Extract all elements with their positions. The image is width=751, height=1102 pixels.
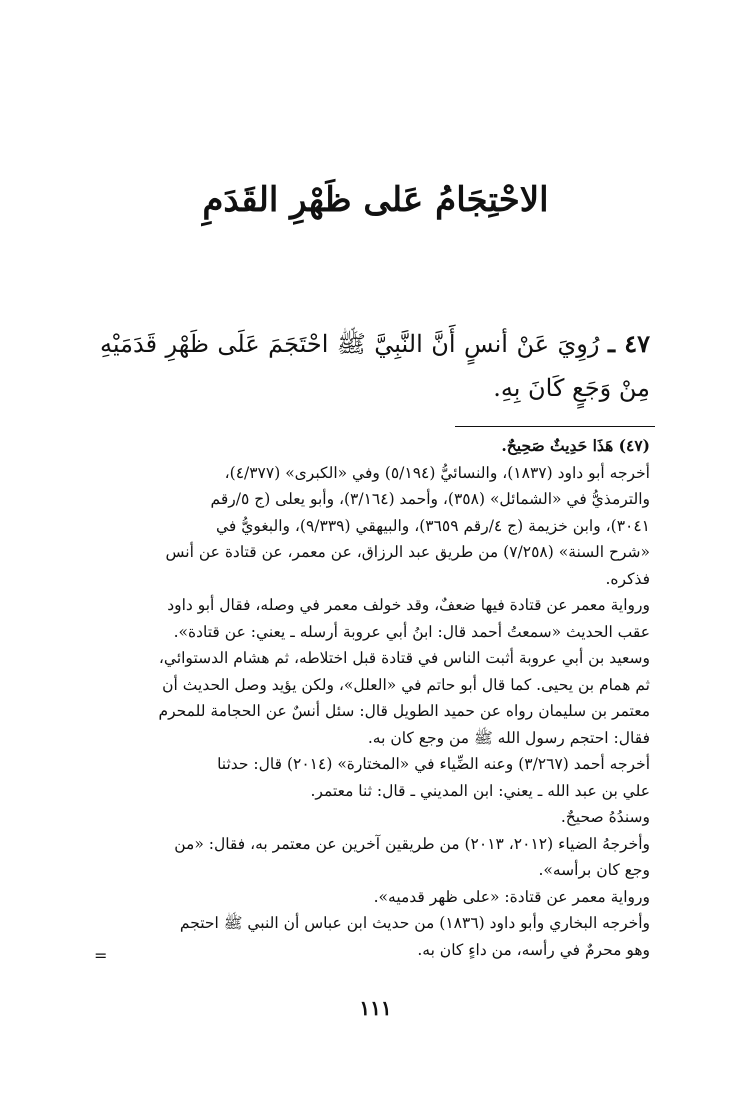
footnote-line: فقال: احتجم رسول الله ﷺ من وجع كان به.	[367, 728, 650, 747]
footnote-lines	[102, 460, 650, 964]
footnote-line: وهو محرمٌ في رأسه، من داءٍ كان به.	[417, 940, 650, 959]
footnote-separator	[455, 426, 655, 427]
footnote-line: وأخرجه البخاري وأبو داود (١٨٣٦) من حديث ابن عباس أن النبي ﷺ احتجم	[179, 914, 650, 932]
footnote-line: ثم همام بن يحيى. كما قال أبو حاتم في «العلل»، ولكن يؤيد وصل الحديث أن	[162, 675, 650, 694]
footnote-line: معتمر بن سليمان رواه عن حميد الطويل قال: سئل أنسٌ عن الحجامة للمحرم	[158, 702, 650, 720]
footnote-line: أخرجه أحمد (٣/٢٦٧) وعنه الضِّياء في «المختارة» (٢٠١٤) قال: حدثنا	[217, 755, 650, 773]
footnote-line: أخرجه أبو داود (١٨٣٧)، والنسائيُّ (٥/١٩٤) وفي «الكبرى» (٤/٣٧٧)،	[224, 463, 650, 482]
footnote-line: ورواية معمر عن قتادة فيها ضعفٌ، وقد خولف معمر في وصله، فقال أبو داود	[167, 596, 650, 614]
page-number: ١١١	[359, 996, 392, 1020]
footnote-line: علي بن عبد الله ـ يعني: ابن المديني ـ قال: ثنا معتمر.	[310, 781, 650, 800]
footnote-line: والترمذيُّ في «الشمائل» (٣٥٨)، وأحمد (٣/١٦٤)، وأبو يعلى (ج ٥/رقم	[210, 490, 650, 508]
footnote-line: «شرح السنة» (٧/٢٥٨) من طريق عبد الرزاق، عن معمر، عن قتادة عن أنس	[165, 543, 650, 561]
footnote-line: ورواية معمر عن قتادة: «على ظهر قدميه».	[373, 887, 650, 906]
hadith-number: ٤٧ ـ	[607, 329, 650, 358]
footnote-line: عقب الحديث «سمعتُ أحمد قال: ابنُ أبي عروبة أرسله ـ يعني: عن قتادة».	[173, 622, 650, 641]
footnote-lead: (٤٧) هَذَا حَدِيثٌ صَحِيحٌ.	[501, 436, 650, 455]
hadith-text: رُوِيَ عَنْ أنسٍ أَنَّ النَّبِيَّ ﷺ احْتَجَمَ عَلَى ظَهْرِ قَدَمَيْهِ مِنْ وَجَعٍ كَانَ بِهِ.	[100, 330, 650, 402]
continuation-mark: =	[94, 946, 108, 965]
footnote-line: وجع كان برأسه».	[538, 861, 650, 879]
footnotes-block	[102, 433, 650, 963]
footnote-line: ٣٠٤١)، وابن خزيمة (ج ٤/رقم ٣٦٥٩)، والبيهقي (٩/٣٣٩)، والبغويُّ في	[215, 516, 650, 535]
footnote-line: وسعيد بن أبي عروبة أثبت الناس في قتادة قبل اختلاطه، ثم هشام الدستوائي،	[158, 649, 650, 667]
footnote-line: وأخرجهُ الضياء (٢٠١٢، ٢٠١٣) من طريقين آخرين عن معتمر به، فقال: «من	[174, 834, 650, 853]
footnote-line: وسندُهُ صحيحٌ.	[560, 808, 650, 826]
chapter-title: الاحْتِجَامُ عَلى ظَهْرِ القَدَمِ	[202, 180, 549, 220]
footnote-line: فذكره.	[605, 569, 650, 588]
hadith-text-block	[100, 322, 650, 410]
